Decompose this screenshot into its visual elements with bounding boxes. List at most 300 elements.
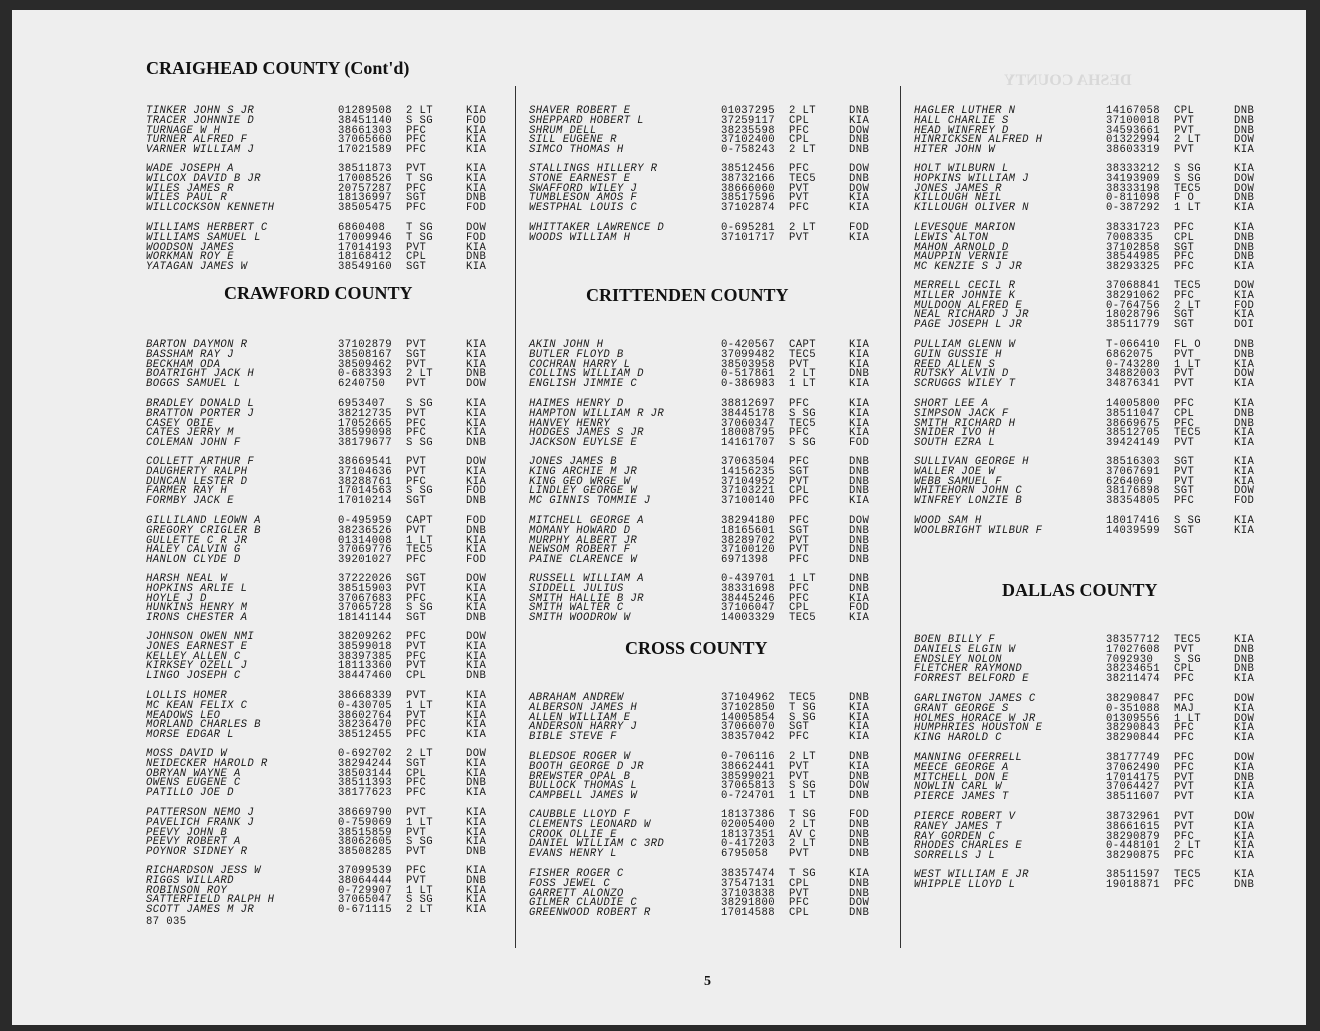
- rank: SGT: [1174, 524, 1195, 537]
- rank: PVT: [406, 465, 427, 478]
- serial-number: 6971398: [721, 554, 769, 566]
- rank: CAPT: [406, 515, 434, 527]
- rank: PVT: [1174, 820, 1195, 833]
- rank: S SG: [406, 437, 434, 449]
- rank: PFC: [789, 731, 810, 743]
- casualty-status: DOW: [1234, 712, 1255, 725]
- soldier-name: ENDSLEY NOLON: [914, 653, 1002, 666]
- serial-number: 37069776: [338, 544, 393, 557]
- casualty-status: DNB: [849, 848, 870, 860]
- serial-number: 37067683: [338, 592, 393, 605]
- soldier-name: MULDOON ALFRED E: [914, 299, 1023, 312]
- casualty-status: DNB: [466, 670, 487, 682]
- casualty-status: KIA: [1234, 427, 1255, 440]
- serial-number: 14003329: [721, 612, 776, 624]
- casualty-status: KIA: [849, 731, 870, 743]
- rank: 2 LT: [406, 748, 434, 760]
- rank: CPL: [789, 134, 810, 147]
- rank: PVT: [1174, 781, 1195, 794]
- rank: 1 LT: [1174, 358, 1202, 371]
- rank: TEC5: [789, 612, 817, 624]
- soldier-name: MANNING OFERRELL: [914, 752, 1023, 764]
- rank: PFC: [789, 554, 810, 566]
- rank: PFC: [406, 182, 427, 195]
- rank: TEC5: [1174, 427, 1202, 440]
- soldier-name: HALEY CALVIN G: [146, 544, 241, 557]
- soldier-name: CASEY OBIE: [146, 417, 214, 430]
- soldier-name: FOSS JEWEL C: [529, 877, 611, 890]
- serial-number: 38661615: [1106, 820, 1161, 833]
- serial-number: 38603319: [1106, 144, 1161, 156]
- casualty-status: KIA: [466, 582, 487, 595]
- serial-number: 38236470: [338, 719, 393, 732]
- casualty-status: KIA: [466, 465, 487, 478]
- soldier-name: TRACER JOHNNIE D: [146, 114, 255, 127]
- casualty-status: KIA: [1234, 144, 1255, 156]
- soldier-name: STALLINGS HILLERY R: [529, 163, 658, 175]
- serial-number: 38445246: [721, 592, 776, 605]
- soldier-name: MORSE EDGAR L: [146, 729, 234, 741]
- casualty-status: DOW: [1234, 368, 1255, 381]
- serial-number: 38294180: [721, 515, 776, 527]
- rank: S SG: [406, 398, 434, 410]
- casualty-status: KIA: [1234, 869, 1255, 881]
- serial-number: 38451140: [338, 114, 393, 127]
- rank: SGT: [1174, 309, 1195, 322]
- casualty-status: DOW: [1234, 134, 1255, 147]
- casualty-status: KIA: [849, 711, 870, 724]
- serial-number: 38354805: [1106, 495, 1161, 507]
- rank: F O: [1174, 192, 1195, 205]
- casualty-status: KIA: [466, 690, 487, 702]
- serial-number: 14005854: [721, 711, 776, 724]
- casualty-status: DNB: [466, 874, 487, 887]
- soldier-name: SMITH WALTER C: [529, 602, 624, 615]
- serial-number: 17027608: [1106, 643, 1161, 656]
- soldier-name: NEAL RICHARD J JR: [914, 309, 1029, 322]
- rank: PFC: [1174, 417, 1195, 430]
- rank: PVT: [789, 475, 810, 488]
- serial-number: 37222026: [338, 573, 393, 585]
- serial-number: 38661303: [338, 124, 393, 137]
- casualty-status: KIA: [466, 660, 487, 673]
- serial-number: 38357474: [721, 868, 776, 880]
- rank: PFC: [789, 515, 810, 527]
- rank: T SG: [406, 172, 434, 185]
- serial-number: 38062605: [338, 836, 393, 849]
- rank: 1 LT: [1174, 712, 1202, 725]
- casualty-status: KIA: [466, 719, 487, 732]
- rank: FL O: [1174, 339, 1202, 351]
- rank: PVT: [789, 887, 810, 900]
- rank: TEC5: [789, 417, 817, 430]
- serial-number: 37102858: [1106, 241, 1161, 254]
- soldier-name: SHRUM DELL: [529, 124, 597, 137]
- casualty-status: DNB: [1234, 241, 1255, 254]
- soldier-name: BOATRIGHT JACK H: [146, 368, 255, 381]
- soldier-name: HALL CHARLIE S: [914, 114, 1009, 127]
- casualty-status: KIA: [1234, 456, 1255, 468]
- serial-number: 38397385: [338, 650, 393, 663]
- casualty-status: DNB: [849, 828, 870, 841]
- soldier-name: REED ALLEN S: [914, 358, 996, 371]
- soldier-name: ABRAHAM ANDREW: [529, 692, 624, 704]
- soldier-name: WOOD SAM H: [914, 515, 982, 527]
- casualty-status: DOW: [466, 378, 487, 390]
- casualty-status: KIA: [849, 114, 870, 127]
- soldier-name: WILLCOCKSON KENNETH: [146, 202, 275, 214]
- soldier-name: SMITH RICHARD H: [914, 417, 1016, 430]
- serial-number: 38515859: [338, 826, 393, 839]
- serial-number: 20757287: [338, 182, 393, 195]
- rank: PVT: [789, 182, 810, 195]
- rank: PFC: [789, 124, 810, 137]
- casualty-status: KIA: [1234, 524, 1255, 537]
- serial-number: 38516303: [1106, 456, 1161, 468]
- casualty-status: KIA: [1234, 732, 1255, 744]
- casualty-status: DNB: [849, 554, 870, 566]
- soldier-name: ROBINSON ROY: [146, 884, 228, 897]
- casualty-status: DNB: [849, 134, 870, 147]
- casualty-status: KIA: [849, 427, 870, 440]
- serial-number: 38290847: [1106, 693, 1161, 705]
- serial-number: 0-671115: [338, 904, 393, 916]
- casualty-status: KIA: [466, 894, 487, 907]
- rank: PFC: [789, 495, 810, 507]
- casualty-status: DNB: [849, 838, 870, 851]
- casualty-status: KIA: [1234, 358, 1255, 371]
- casualty-status: KIA: [466, 348, 487, 361]
- soldier-name: HOLMES HORACE W JR: [914, 712, 1036, 725]
- serial-number: 6953407: [338, 398, 386, 410]
- serial-number: 38511607: [1106, 791, 1161, 803]
- rank: PFC: [406, 729, 427, 741]
- soldier-name: DANIEL WILLIAM C 3RD: [529, 838, 665, 851]
- rank: PVT: [1174, 144, 1195, 156]
- footer-code: 87 035: [146, 916, 187, 928]
- rank: S SG: [789, 711, 817, 724]
- rank: SGT: [789, 465, 810, 478]
- casualty-status: KIA: [1234, 761, 1255, 774]
- serial-number: 0-692702: [338, 748, 393, 760]
- rank: PVT: [789, 231, 810, 244]
- rank: 2 LT: [406, 105, 434, 117]
- serial-number: 17052665: [338, 417, 393, 430]
- rank: PVT: [789, 770, 810, 783]
- rank: PFC: [1174, 850, 1195, 862]
- rank: PFC: [406, 124, 427, 137]
- rank: PFC: [406, 787, 427, 799]
- serial-number: 0-420567: [721, 339, 776, 351]
- casualty-status: KIA: [1234, 830, 1255, 843]
- serial-number: 37065660: [338, 134, 393, 147]
- soldier-name: MEECE GEORGE A: [914, 761, 1009, 774]
- soldier-name: POYNOR SIDNEY R: [146, 846, 248, 858]
- rank: TEC5: [1174, 280, 1202, 292]
- serial-number: 38662441: [721, 760, 776, 773]
- casualty-status: DNB: [849, 887, 870, 900]
- casualty-status: DOW: [849, 124, 870, 137]
- casualty-status: DNB: [849, 751, 870, 763]
- casualty-status: DNB: [849, 907, 870, 919]
- soldier-name: IRONS CHESTER A: [146, 612, 248, 624]
- casualty-status: DOW: [849, 515, 870, 527]
- soldier-name: HEAD WINFREY D: [914, 124, 1009, 137]
- rank: AV C: [789, 828, 817, 841]
- rank: 1 LT: [789, 790, 817, 802]
- rank: 2 LT: [1174, 134, 1202, 147]
- serial-number: 38599098: [338, 427, 393, 440]
- soldier-name: CROOK OLLIE E: [529, 828, 617, 841]
- casualty-status: KIA: [466, 640, 487, 653]
- serial-number: 0-351088: [1106, 702, 1161, 715]
- rank: 1 LT: [789, 378, 817, 390]
- casualty-status: KIA: [1234, 820, 1255, 833]
- rank: PVT: [406, 407, 427, 420]
- rank: PFC: [406, 719, 427, 732]
- soldier-name: RUTSKY ALVIN D: [914, 368, 1009, 381]
- soldier-name: COLLINS WILLIAM D: [529, 368, 644, 381]
- soldier-name: PULLIAM GLENN W: [914, 339, 1016, 351]
- casualty-status: KIA: [466, 865, 487, 877]
- serial-number: 01309556: [1106, 712, 1161, 725]
- casualty-status: DOW: [1234, 172, 1255, 185]
- rank: PVT: [1174, 368, 1195, 381]
- casualty-status: KIA: [1234, 222, 1255, 234]
- rank: SGT: [406, 757, 427, 770]
- casualty-status: DNB: [849, 582, 870, 595]
- serial-number: 38512705: [1106, 427, 1161, 440]
- casualty-status: DOW: [466, 631, 487, 643]
- rank: PFC: [789, 163, 810, 175]
- rank: SGT: [406, 573, 427, 585]
- serial-number: 38333212: [1106, 163, 1161, 175]
- soldier-name: BUTLER FLOYD B: [529, 348, 624, 361]
- soldier-name: LEVESQUE MARION: [914, 222, 1016, 234]
- serial-number: 37100018: [1106, 114, 1161, 127]
- soldier-name: BASSHAM RAY J: [146, 348, 234, 361]
- casualty-status: KIA: [1234, 163, 1255, 175]
- serial-number: 38290875: [1106, 850, 1161, 862]
- serial-number: 38289702: [721, 534, 776, 547]
- rank: PFC: [1174, 732, 1195, 744]
- casualty-status: FOD: [466, 231, 487, 244]
- casualty-status: DNB: [1234, 348, 1255, 361]
- casualty-status: KIA: [1234, 437, 1255, 449]
- rank: S SG: [406, 485, 434, 498]
- soldier-name: WADE JOSEPH A: [146, 163, 234, 175]
- casualty-status: KIA: [849, 339, 870, 351]
- rank: PFC: [406, 134, 427, 147]
- serial-number: 37099482: [721, 348, 776, 361]
- casualty-status: KIA: [466, 787, 487, 799]
- serial-number: 38503144: [338, 767, 393, 780]
- rank: CPL: [1174, 105, 1195, 117]
- serial-number: 37106047: [721, 602, 776, 615]
- casualty-status: DNB: [849, 144, 870, 156]
- rank: T SG: [789, 809, 817, 821]
- rank: PVT: [406, 163, 427, 175]
- county-heading: CRAIGHEAD COUNTY (Cont'd): [146, 58, 410, 78]
- casualty-status: KIA: [849, 721, 870, 734]
- soldier-name: PIERCE JAMES T: [914, 791, 1009, 803]
- rank: PVT: [1174, 437, 1195, 449]
- soldier-name: HANLON CLYDE D: [146, 554, 241, 566]
- casualty-status: KIA: [1234, 475, 1255, 488]
- serial-number: 38732961: [1106, 811, 1161, 823]
- soldier-name: HUMPHRIES HOUSTON E: [914, 722, 1043, 735]
- serial-number: 38290844: [1106, 732, 1161, 744]
- soldier-name: CATES JERRY M: [146, 427, 234, 440]
- soldier-name: WOODSON JAMES: [146, 241, 234, 254]
- soldier-name: KELLEY ALLEN C: [146, 650, 241, 663]
- serial-number: 38517596: [721, 192, 776, 205]
- serial-number: 37103221: [721, 485, 776, 498]
- soldier-name: MC KEAN FELIX C: [146, 699, 248, 712]
- rank: PFC: [1174, 722, 1195, 735]
- serial-number: 38177623: [338, 787, 393, 799]
- serial-number: 18137351: [721, 828, 776, 841]
- casualty-status: KIA: [849, 231, 870, 244]
- soldier-name: SMITH WOODROW W: [529, 612, 631, 624]
- casualty-status: KIA: [849, 760, 870, 773]
- soldier-name: CLEMENTS LEONARD W: [529, 818, 651, 831]
- soldier-name: MEADOWS LEO: [146, 709, 221, 722]
- casualty-status: DNB: [1234, 231, 1255, 244]
- rank: PFC: [406, 650, 427, 663]
- serial-number: 0-695281: [721, 222, 776, 234]
- soldier-name: BIBLE STEVE F: [529, 731, 617, 743]
- serial-number: 17010214: [338, 495, 393, 507]
- serial-number: 37102400: [721, 134, 776, 147]
- rank: TEC5: [789, 172, 817, 185]
- soldier-name: GARLINGTON JAMES C: [914, 693, 1036, 705]
- casualty-status: DNB: [1234, 417, 1255, 430]
- serial-number: 18165601: [721, 524, 776, 537]
- rank: PVT: [406, 456, 427, 468]
- soldier-name: MERRELL CECIL R: [914, 280, 1016, 292]
- serial-number: 38668339: [338, 690, 393, 702]
- soldier-name: HITER JOHN W: [914, 144, 996, 156]
- casualty-status: KIA: [466, 339, 487, 351]
- casualty-status: DNB: [466, 251, 487, 264]
- serial-number: 38293325: [1106, 261, 1161, 273]
- serial-number: 17014588: [721, 907, 776, 919]
- casualty-status: KIA: [1234, 673, 1255, 685]
- casualty-status: DOW: [849, 780, 870, 793]
- soldier-name: GULLETTE C R JR: [146, 534, 248, 547]
- rank: PFC: [1174, 261, 1195, 273]
- serial-number: 38288761: [338, 475, 393, 488]
- rank: PFC: [789, 897, 810, 910]
- serial-number: 38290879: [1106, 830, 1161, 843]
- casualty-status: KIA: [466, 241, 487, 254]
- rank: PVT: [1174, 348, 1195, 361]
- soldier-name: GILMER CLAUDIE C: [529, 897, 638, 910]
- serial-number: 38503958: [721, 358, 776, 371]
- rank: PVT: [1174, 124, 1195, 137]
- soldier-name: HUNKINS HENRY M: [146, 602, 248, 615]
- rank: PFC: [1174, 878, 1195, 891]
- serial-number: 38357042: [721, 731, 776, 743]
- soldier-name: STONE EARNEST E: [529, 172, 631, 185]
- rank: PFC: [1174, 251, 1195, 264]
- rank: TEC5: [789, 692, 817, 704]
- casualty-status: FOD: [849, 222, 870, 234]
- rank: 2 LT: [789, 368, 817, 381]
- soldier-name: RAY GORDEN C: [914, 830, 996, 843]
- soldier-name: SULLIVAN GEORGE H: [914, 456, 1029, 468]
- casualty-status: DOW: [1234, 693, 1255, 705]
- casualty-status: KIA: [1234, 722, 1255, 735]
- rank: CPL: [789, 602, 810, 615]
- rank: SGT: [406, 192, 427, 205]
- rank: 1 LT: [1174, 202, 1202, 214]
- serial-number: 38544985: [1106, 251, 1161, 264]
- soldier-name: VARNER WILLIAM J: [146, 144, 255, 156]
- rank: S SG: [789, 780, 817, 793]
- soldier-name: WHITEHORN JOHN C: [914, 485, 1023, 498]
- rank: PVT: [789, 544, 810, 557]
- casualty-status: FOD: [466, 554, 487, 566]
- soldier-name: PIERCE ROBERT V: [914, 811, 1016, 823]
- soldier-name: SILL EUGENE R: [529, 134, 617, 147]
- rank: PVT: [406, 660, 427, 673]
- serial-number: 39424149: [1106, 437, 1161, 449]
- serial-number: 38511047: [1106, 407, 1161, 420]
- soldier-name: RICHARDSON JESS W: [146, 865, 261, 877]
- serial-number: 14167058: [1106, 105, 1161, 117]
- soldier-name: KIRKSEY OZELL J: [146, 660, 248, 673]
- serial-number: 17008526: [338, 172, 393, 185]
- county-heading: CROSS COUNTY: [625, 638, 768, 658]
- soldier-name: HARSH NEAL W: [146, 573, 228, 585]
- casualty-status: DNB: [849, 692, 870, 704]
- serial-number: 18113360: [338, 660, 393, 673]
- serial-number: 6264069: [1106, 475, 1154, 488]
- rank: PFC: [406, 865, 427, 877]
- serial-number: 0-439701: [721, 573, 776, 585]
- serial-number: 17009946: [338, 231, 393, 244]
- rank: TEC5: [1174, 634, 1202, 646]
- soldier-name: JACKSON EUYLSE E: [529, 437, 638, 449]
- serial-number: 37065728: [338, 602, 393, 615]
- serial-number: 38669790: [338, 807, 393, 819]
- casualty-status: KIA: [1234, 634, 1255, 646]
- rank: CPL: [789, 907, 810, 919]
- casualty-status: KIA: [849, 868, 870, 880]
- serial-number: 38447460: [338, 670, 393, 682]
- rank: S SG: [406, 836, 434, 849]
- rank: TEC5: [1174, 182, 1202, 195]
- casualty-status: KIA: [466, 172, 487, 185]
- soldier-name: FORMBY JACK E: [146, 495, 234, 507]
- casualty-status: DOW: [1234, 182, 1255, 195]
- rank: 2 LT: [789, 105, 817, 117]
- soldier-name: NEIDECKER HAROLD R: [146, 757, 268, 770]
- rank: PVT: [406, 524, 427, 537]
- casualty-status: KIA: [1234, 515, 1255, 527]
- rank: TEC5: [406, 544, 434, 557]
- casualty-status: DNB: [1234, 878, 1255, 891]
- serial-number: 38599021: [721, 770, 776, 783]
- casualty-status: DNB: [466, 495, 487, 507]
- soldier-name: HANVEY HENRY: [529, 417, 611, 430]
- serial-number: 37103838: [721, 887, 776, 900]
- soldier-name: RUSSELL WILLIAM A: [529, 573, 644, 585]
- soldier-name: DANIELS ELGIN W: [914, 643, 1016, 656]
- soldier-name: MURPHY ALBERT JR: [529, 534, 638, 547]
